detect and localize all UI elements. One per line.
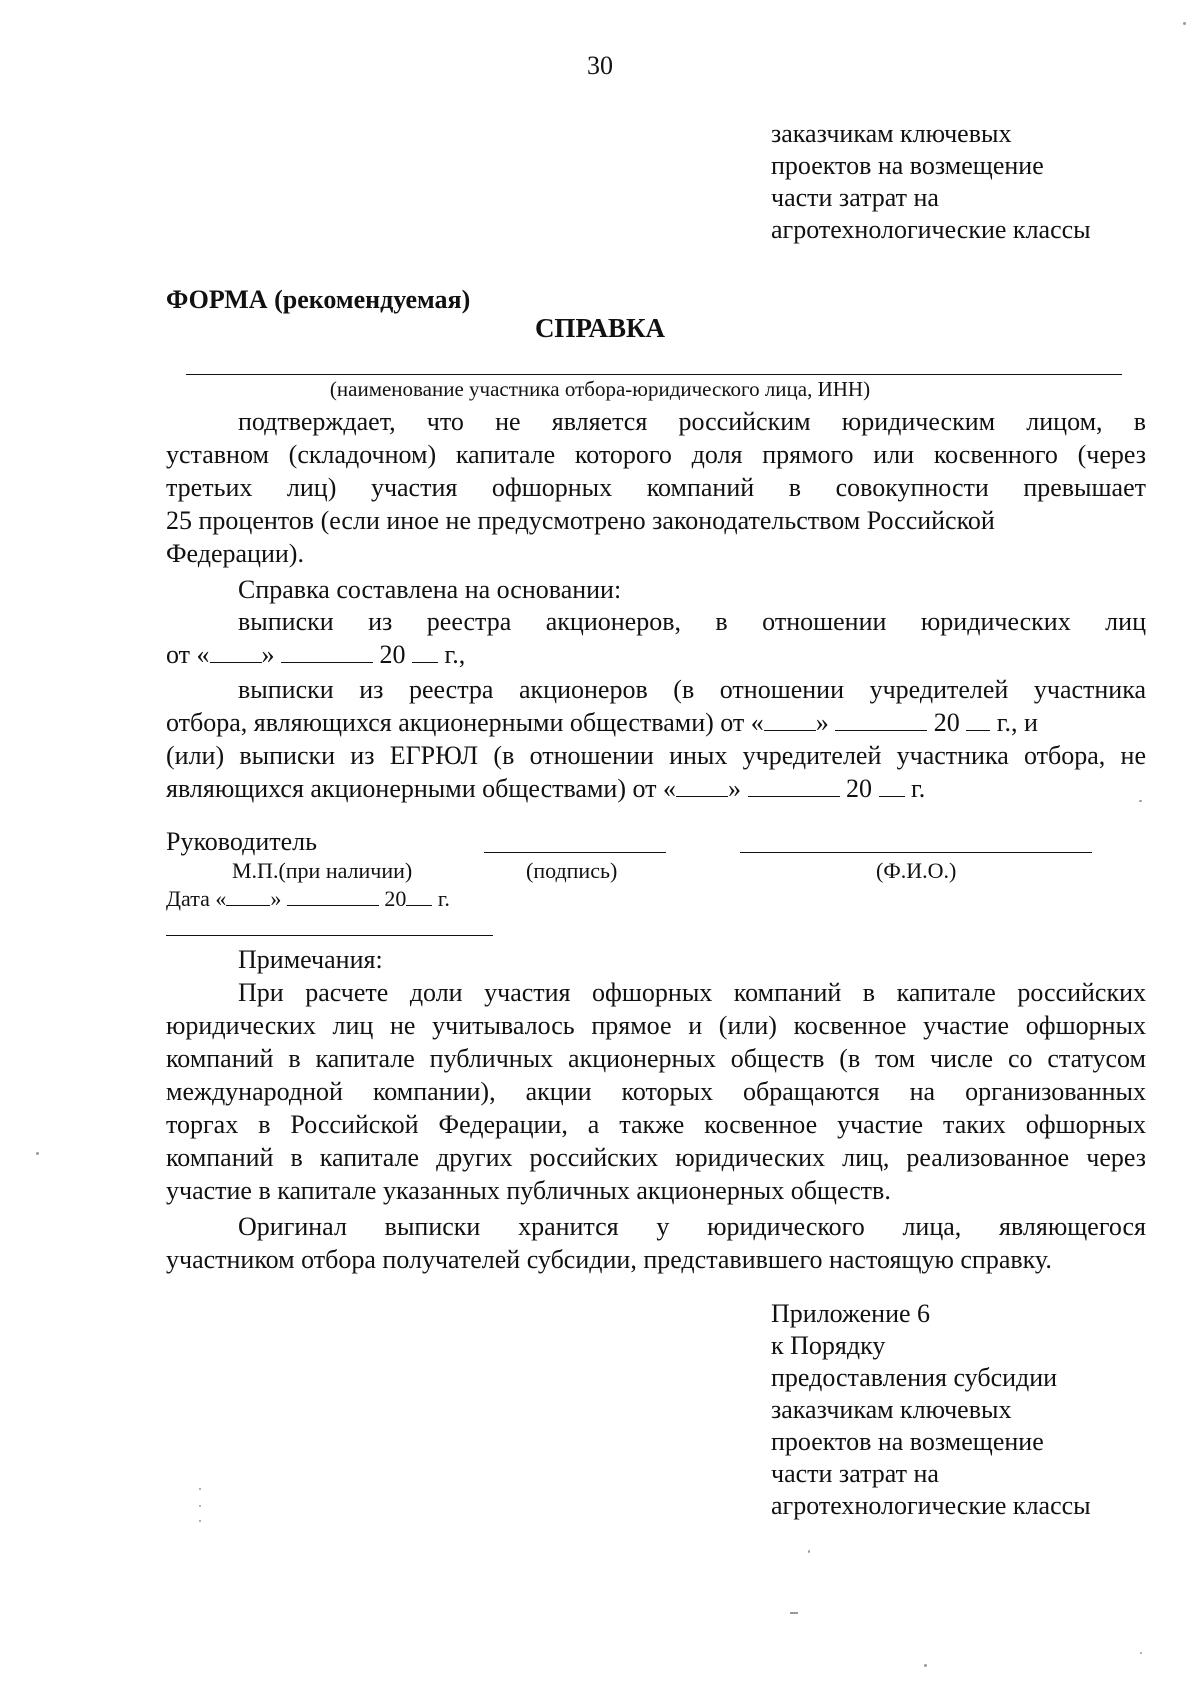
scan-speck (199, 1505, 201, 1507)
day-blank[interactable] (764, 708, 816, 731)
page-number: 30 (587, 51, 613, 80)
body-line: уставном (складочном) капитале которого доля прямого или косвенного (через (166, 440, 1146, 469)
scan-speck (808, 1550, 810, 1553)
quote-close: » (728, 774, 741, 803)
year-blank[interactable] (879, 774, 905, 797)
notes-line: компаний в капитале публичных акционерных обществ (в том числе со статусом (166, 1044, 1146, 1073)
body-line: выписки из реестра акционеров (в отношении учредителей участника (238, 675, 1146, 704)
date-prefix: отбора, являющихся акционерными обществами) от « (166, 708, 764, 737)
notes-heading: Примечания: (238, 945, 383, 974)
body-line: 25 процентов (если иное не предусмотрено законодательством Российской (166, 506, 995, 535)
scan-speck (199, 1488, 201, 1490)
recipient-line: проектов на возмещение (771, 151, 1044, 180)
document-title: СПРАВКА (534, 313, 666, 343)
stamp-caption: М.П.(при наличии) (232, 858, 413, 883)
signature-blank[interactable] (484, 852, 666, 853)
month-blank[interactable] (281, 640, 373, 663)
date-line (166, 639, 1146, 670)
scan-speck (1183, 22, 1186, 25)
notes-line: При расчете доли участия офшорных компаний в капитале российских (238, 978, 1146, 1007)
notes-line: юридических лиц не учитывалось прямое и (или) косвенное участие офшорных (166, 1011, 1146, 1040)
quote-close: » (815, 708, 829, 737)
notes-line: участие в капитале указанных публичных акционерных обществ. (166, 1176, 891, 1205)
signer-title: Руководитель (166, 827, 317, 856)
year-suffix: г., (444, 640, 466, 669)
appendix-line: агротехнологические классы (771, 1491, 1091, 1520)
participant-name-caption: (наименование участника отбора-юридического лица, ИНН) (329, 377, 871, 401)
year-blank[interactable] (966, 708, 990, 731)
year-suffix: г. (911, 774, 926, 803)
recipient-line: заказчикам ключевых (771, 119, 1012, 148)
quote-close: » (261, 640, 275, 669)
scan-speck (1139, 800, 1142, 802)
year-prefix: 20 (384, 886, 407, 911)
year-prefix: 20 (379, 640, 406, 669)
day-blank[interactable] (210, 640, 262, 663)
notes-line: торгах в Российской Федерации, а также косвенное участие таких офшорных (166, 1110, 1146, 1139)
notes-line: Оригинал выписки хранится у юридического лица, являющегося (238, 1212, 1146, 1241)
scan-speck (924, 1664, 927, 1667)
appendix-line: заказчикам ключевых (771, 1395, 1012, 1424)
scan-speck (790, 1612, 798, 1614)
year-prefix: 20 (933, 708, 960, 737)
date-prefix: являющихся акционерными обществами) от « (166, 774, 676, 803)
notes-line: компаний в капитале других российских юридических лиц, реализованное через (166, 1143, 1146, 1172)
date-line (166, 773, 1146, 804)
body-line: третьих лиц) участия офшорных компаний в совокупности превышает (166, 473, 1146, 502)
appendix-line: Приложение 6 (771, 1299, 931, 1328)
body-line: выписки из реестра акционеров, в отношении юридических лиц (238, 607, 1146, 636)
year-suffix: г., и (996, 708, 1038, 737)
participant-name-blank[interactable] (186, 374, 1122, 375)
form-label: ФОРМА (рекомендуемая) (166, 285, 471, 314)
appendix-line: предоставления субсидии (771, 1363, 1058, 1392)
appendix-line: к Порядку (771, 1331, 886, 1360)
body-line: подтверждает, что не является российским юридическим лицом, в (238, 407, 1146, 436)
appendix-line: части затрат на (771, 1459, 939, 1488)
basis-heading: Справка составлена на основании: (238, 575, 622, 604)
recipient-block (771, 118, 1171, 246)
appendix-line: проектов на возмещение (771, 1427, 1044, 1456)
full-name-caption: (Ф.И.О.) (876, 858, 957, 883)
notes-line: международной компании), акции которых обращаются на организованных (166, 1077, 1146, 1106)
day-blank[interactable] (226, 887, 270, 906)
full-name-blank[interactable] (740, 852, 1092, 853)
scan-speck (199, 1520, 201, 1522)
signature-date (166, 886, 450, 912)
day-blank[interactable] (676, 774, 728, 797)
appendix-block (771, 1298, 1171, 1522)
scan-speck (1140, 1652, 1142, 1654)
date-line (166, 707, 1146, 738)
recipient-line: агротехнологические классы (771, 215, 1091, 244)
year-blank[interactable] (412, 640, 438, 663)
recipient-line: части затрат на (771, 183, 939, 212)
signature-caption: (подпись) (526, 858, 618, 883)
quote-close: » (270, 886, 282, 911)
year-blank[interactable] (406, 887, 432, 906)
date-prefix: от « (166, 640, 210, 669)
year-prefix: 20 (846, 774, 872, 803)
notes-line: участником отбора получателей субсидии, представившего настоящую справку. (166, 1245, 1052, 1274)
notes-divider (166, 935, 493, 936)
month-blank[interactable] (748, 774, 840, 797)
month-blank[interactable] (835, 708, 927, 731)
month-blank[interactable] (287, 887, 379, 906)
body-line: Федерации). (166, 539, 304, 568)
scan-speck (36, 1152, 39, 1155)
date-prefix: Дата « (166, 886, 227, 911)
year-suffix: г. (437, 886, 450, 911)
body-line: (или) выписки из ЕГРЮЛ (в отношении иных учредителей участника отбора, не (166, 741, 1146, 770)
